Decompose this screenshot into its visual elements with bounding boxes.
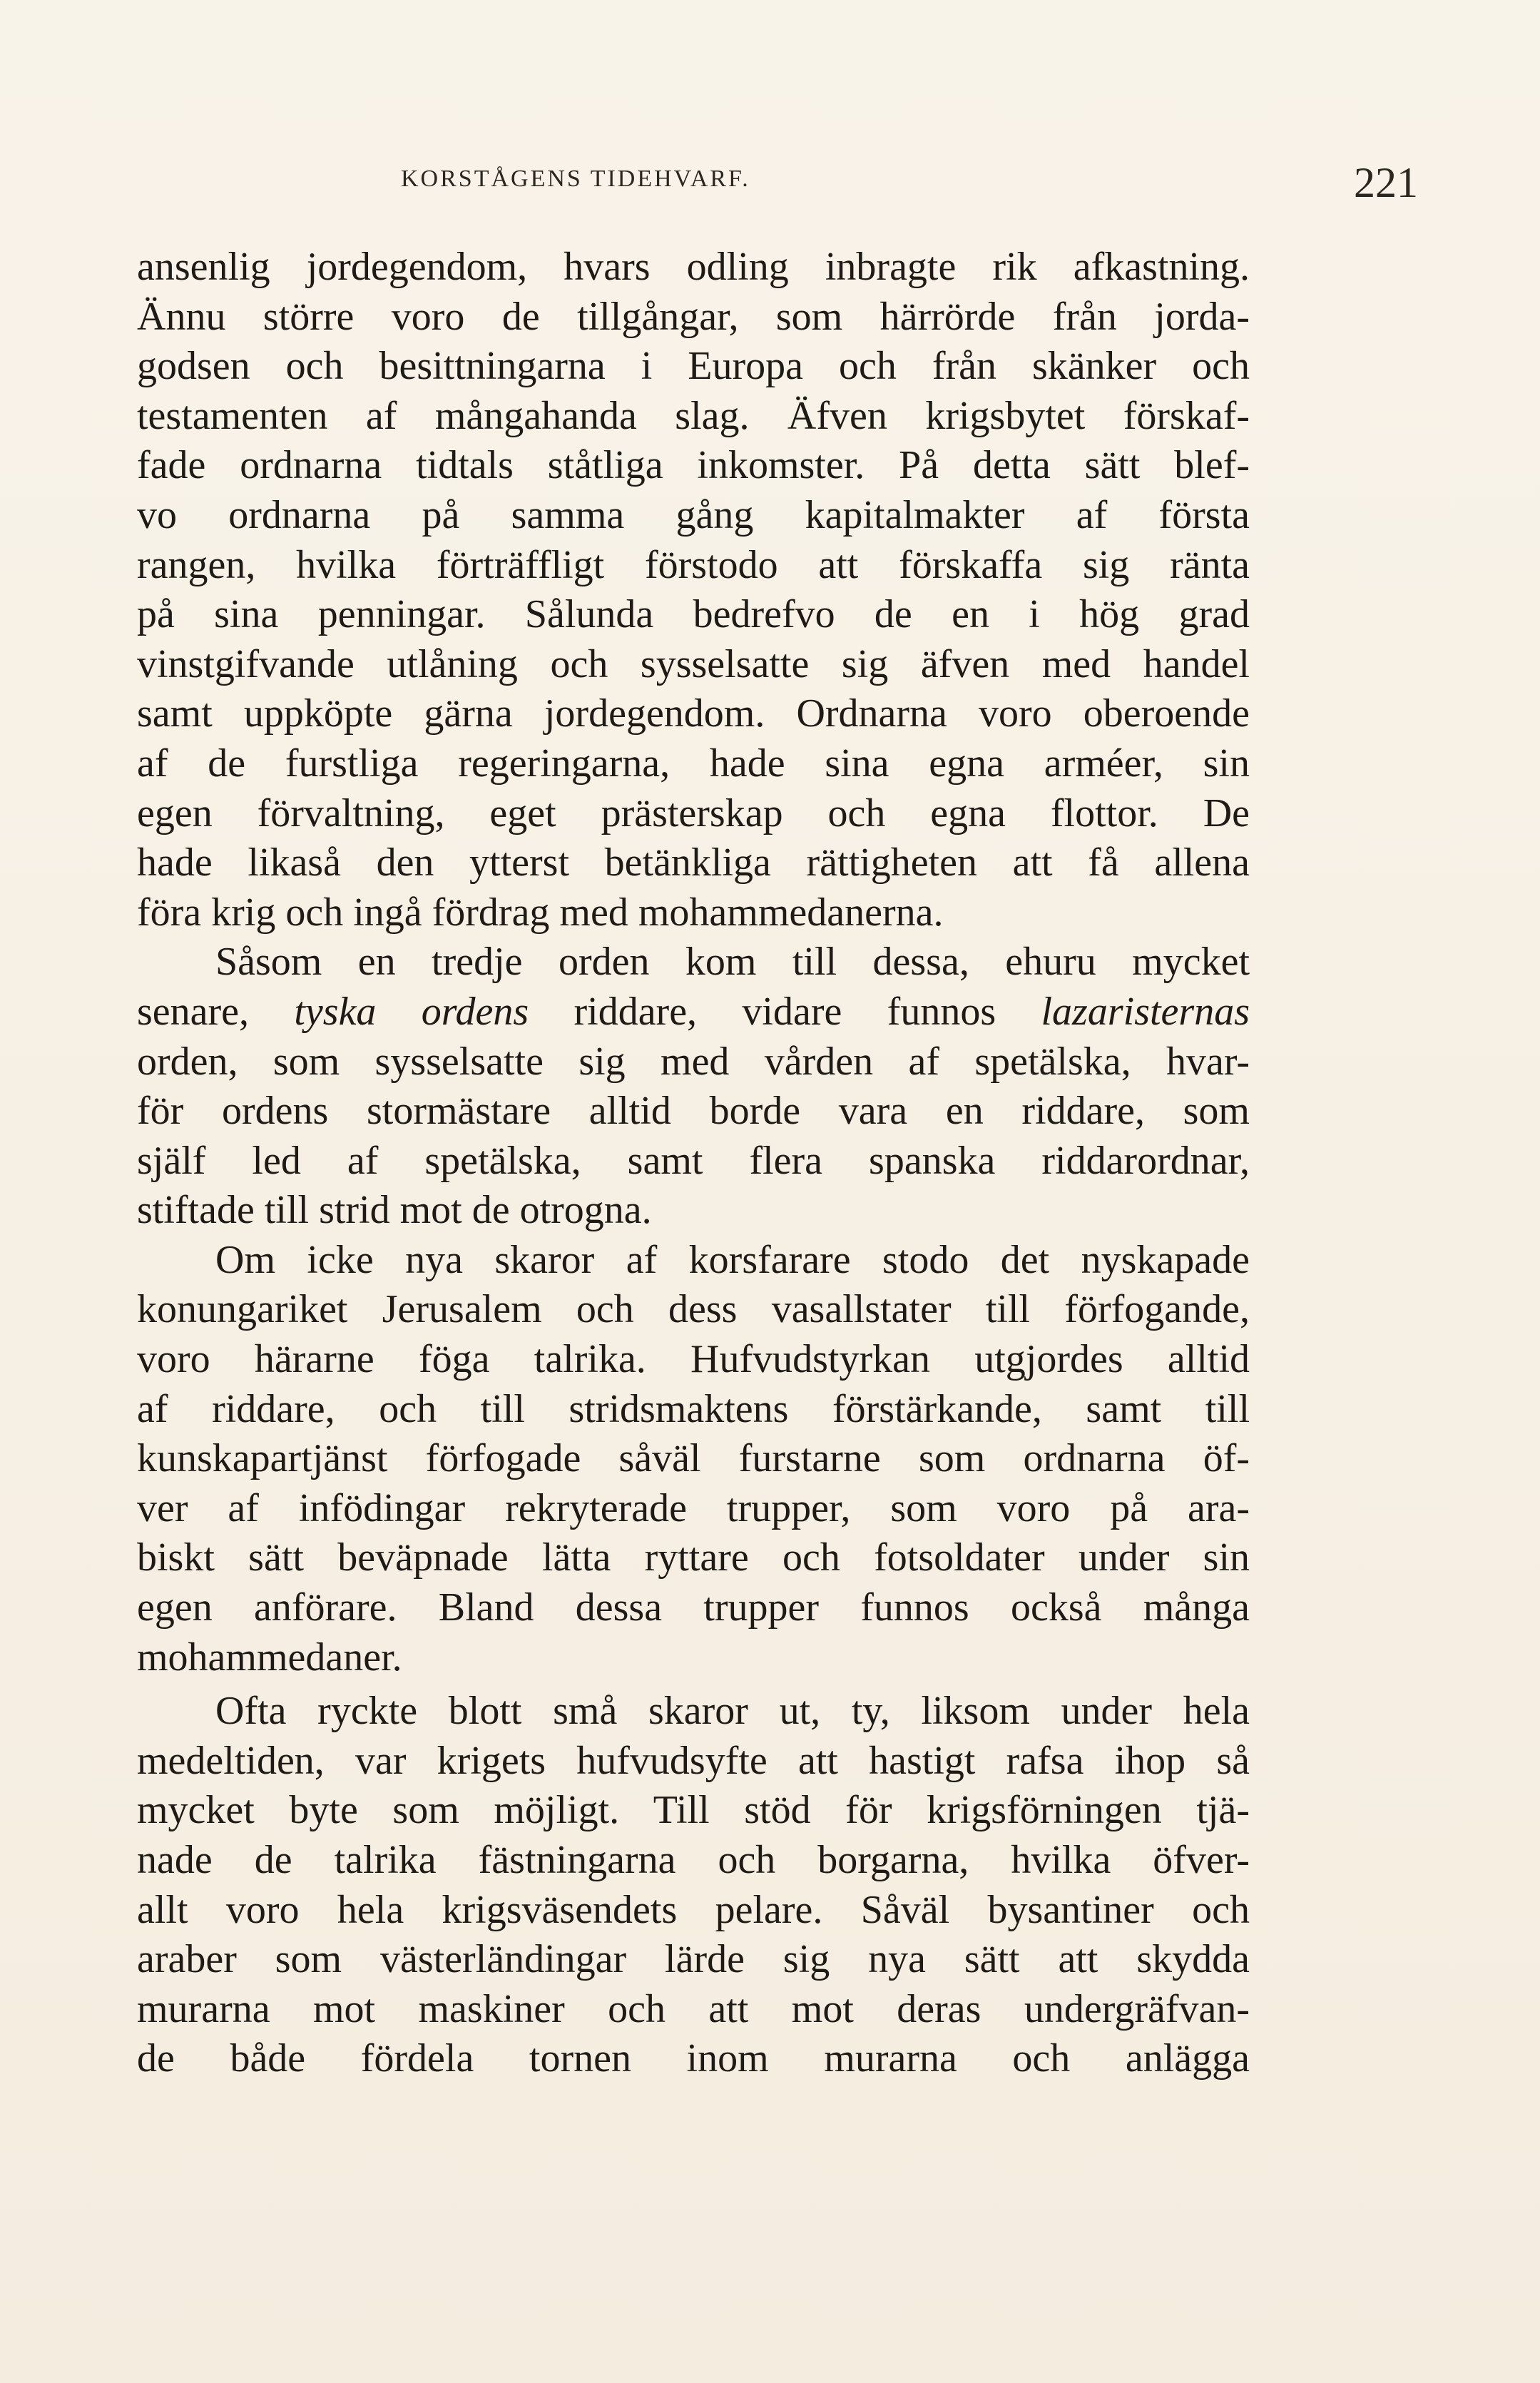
text-line: på sina penningar. Sålunda bedrefvo de en i hög grad (137, 592, 1250, 637)
text-line: af de furstliga regeringarna, hade sina egna arméer, sin (137, 741, 1250, 786)
text-span: riddare, vidare funnos (529, 989, 1041, 1034)
text-line: orden, som sysselsatte sig med vården af spetälska, hvar- (137, 1039, 1250, 1084)
running-head: KORSTÅGENS TIDEHVARF. (401, 166, 750, 192)
text-line: voro härarne föga talrika. Hufvudstyrkan utgjordes alltid (137, 1337, 1250, 1382)
text-line: rangen, hvilka förträffligt förstodo att förskaffa sig ränta (137, 542, 1250, 587)
body-text (137, 243, 1250, 2084)
text-line: testamenten af mångahanda slag. Äfven krigsbytet förskaf- (137, 393, 1250, 438)
italic-term-tyska-ordens: tyska ordens (294, 989, 529, 1034)
text-line: ansenlig jordegendom, hvars odling inbragte rik afkastning. (137, 245, 1250, 289)
text-line-mixed (137, 987, 1250, 1037)
text-line: kunskapartjänst förfogade såväl furstarne som ordnarna öf- (137, 1436, 1250, 1481)
paragraph-4 (137, 1687, 1250, 2084)
text-line: godsen och besittningarna i Europa och från skänker och (137, 344, 1250, 389)
text-line: vo ordnarna på samma gång kapitalmakter af första (137, 492, 1250, 537)
text-line: mycket byte som möjligt. Till stöd för krigsförningen tjä- (137, 1788, 1250, 1833)
text-line: hade likaså den ytterst betänkliga rättigheten att få allena (137, 840, 1250, 885)
text-line: Om icke nya skaror af korsfarare stodo det nyskapade (215, 1237, 1250, 1282)
text-line: ver af infödingar rekryterade trupper, som voro på ara- (137, 1485, 1250, 1530)
text-line: vinstgifvande utlåning och sysselsatte sig äfven med handel (137, 641, 1250, 686)
text-line: Ofta ryckte blott små skaror ut, ty, liksom under hela (215, 1689, 1250, 1734)
text-line: medeltiden, var krigets hufvudsyfte att hastigt rafsa ihop så (137, 1738, 1250, 1783)
page-number: 221 (1354, 159, 1418, 206)
text-line: araber som västerländingar lärde sig nya sätt att skydda (137, 1937, 1250, 1982)
text-line: biskt sätt beväpnade lätta ryttare och fotsoldater under sin (137, 1535, 1250, 1580)
paragraph-1 (137, 243, 1250, 938)
italic-term-lazaristernas: lazaristernas (1041, 989, 1250, 1034)
text-line: Ännu större voro de tillgångar, som härrörde från jorda- (137, 294, 1250, 339)
paragraph-2 (137, 938, 1250, 1236)
text-line: egen förvaltning, eget prästerskap och egna flottor. De (137, 791, 1250, 835)
paragraph-3 (137, 1236, 1250, 1682)
text-line: stiftade till strid mot de otrogna. (137, 1188, 652, 1233)
text-line: murarna mot maskiner och att mot deras undergräfvan- (137, 1986, 1250, 2031)
text-line: föra krig och ingå fördrag med mohammedanerna. (137, 890, 944, 935)
text-line: nade de talrika fästningarna och borgarna, hvilka öfver- (137, 1838, 1250, 1882)
text-line: för ordens stormästare alltid borde vara en riddare, som (137, 1089, 1250, 1134)
text-line: mohammedaner. (137, 1635, 402, 1680)
text-line: af riddare, och till stridsmaktens förstärkande, samt till (137, 1386, 1250, 1431)
text-line: allt voro hela krigsväsendets pelare. Såväl bysantiner och (137, 1887, 1250, 1932)
text-line: egen anförare. Bland dessa trupper funnos också många (137, 1585, 1250, 1630)
text-line: själf led af spetälska, samt flera spanska riddarordnar, (137, 1138, 1250, 1183)
text-line: Såsom en tredje orden kom till dessa, ehuru mycket (215, 940, 1250, 985)
text-line: konungariket Jerusalem och dess vasallstater till förfogande, (137, 1287, 1250, 1332)
text-line: fade ordnarna tidtals ståtliga inkomster. På detta sätt blef- (137, 443, 1250, 488)
text-line: samt uppköpte gärna jordegendom. Ordnarna voro oberoende (137, 691, 1250, 736)
text-line: de både fördela tornen inom murarna och anlägga (137, 2036, 1250, 2081)
text-span: senare, (137, 989, 295, 1034)
